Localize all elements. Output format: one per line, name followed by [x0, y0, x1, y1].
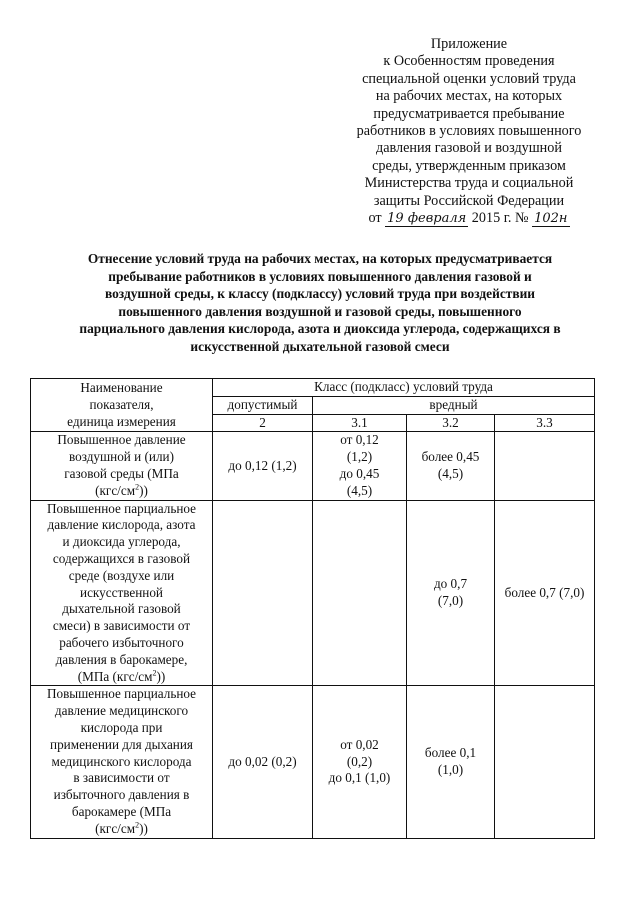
date-year: 2015 г.: [471, 210, 512, 227]
name-tail: )): [139, 820, 148, 836]
cell-class-3-2: [407, 500, 495, 686]
name-line: [34, 821, 209, 838]
superscript: 2: [152, 668, 157, 678]
name-line: барокамере (МПа: [71, 803, 172, 819]
cell-class-3-3: [495, 500, 595, 686]
cell-class-3-1: [313, 432, 407, 500]
cell-line: от 0,02: [340, 736, 379, 752]
header-indicator: [31, 379, 213, 432]
name-line: смеси) в зависимости от: [52, 618, 191, 634]
number-prefix: №: [515, 210, 529, 227]
name-text: (МПа (кгс/см: [77, 668, 153, 684]
title-line: повышенного давления воздушной и газовой среды, повышенного: [118, 303, 522, 319]
name-line: медицинского кислорода: [51, 753, 192, 769]
name-line: давления в барокамере,: [55, 651, 188, 667]
table-row: [31, 500, 595, 686]
cell-class-3-2: [407, 686, 495, 838]
table-row: [31, 686, 595, 838]
header-sub-3-3: 3.3: [495, 414, 595, 432]
name-line: содержащихся в газовой: [52, 550, 191, 566]
name-tail: )): [156, 668, 166, 684]
cell-line: до 0,12 (1,2): [228, 457, 297, 473]
name-line: газовой среды (МПа: [64, 465, 179, 481]
cell-line: до 0,1 (1,0): [328, 770, 391, 786]
name-line: искусственной: [80, 584, 163, 600]
header-indicator-line: показателя,: [89, 396, 154, 412]
name-line: Повышенное парциальное: [46, 686, 197, 702]
appendix-line: среды, утвержденным приказом: [372, 157, 566, 174]
name-line: рабочего избыточного: [59, 634, 184, 650]
cell-line: более 0,7 (7,0): [504, 584, 585, 600]
header-permissible: допустимый: [213, 396, 313, 414]
name-line: применении для дыхания: [50, 736, 193, 752]
table-row: [31, 432, 595, 500]
appendix-header: [334, 36, 604, 227]
header-sub-2: 2: [213, 414, 313, 432]
cell-class-3-1: [313, 500, 407, 686]
cell-line: до 0,45: [339, 465, 380, 481]
indicator-name: [31, 686, 213, 838]
cell-line: более 0,1: [424, 745, 477, 761]
name-line: и диоксида углерода,: [62, 534, 181, 550]
header-indicator-line: единица измерения: [67, 413, 176, 429]
name-line: в зависимости от: [73, 770, 170, 786]
header-harmful: вредный: [313, 396, 595, 414]
superscript: 2: [135, 482, 140, 492]
appendix-line: защиты Российской Федерации: [373, 192, 565, 209]
superscript: 2: [135, 820, 140, 830]
appendix-line: специальной оценки условий труда: [362, 70, 576, 87]
cell-line: (7,0): [437, 592, 464, 608]
appendix-line: Приложение: [430, 36, 508, 52]
name-tail: )): [139, 482, 148, 498]
name-line: [34, 483, 209, 500]
cell-line: (1,0): [437, 761, 464, 777]
title-line: искусственной дыхательной газовой смеси: [190, 338, 450, 354]
cell-line: (4,5): [346, 482, 373, 498]
appendix-line: Министерства труда и социальной: [364, 175, 574, 192]
header-indicator-line: Наименование: [80, 380, 163, 395]
order-date-line: [334, 210, 604, 227]
cell-class-3-1: [313, 686, 407, 838]
name-line: давление медицинского: [54, 703, 189, 719]
name-text: (кгс/см: [95, 482, 136, 498]
cell-line: от 0,12: [340, 432, 379, 448]
name-line: дыхательной газовой: [62, 601, 181, 617]
cell-line: до 0,7: [433, 576, 468, 592]
table-header-row: [31, 379, 595, 397]
cell-line: более 0,45: [421, 449, 480, 465]
cell-line: (1,2): [346, 449, 373, 465]
name-line: Повышенное парциальное: [46, 500, 197, 516]
appendix-line: давления газовой и воздушной: [376, 140, 562, 157]
name-line: давление кислорода, азота: [47, 517, 196, 533]
header-class-group: Класс (подкласс) условий труда: [213, 379, 595, 397]
cell-line: до 0,02 (0,2): [228, 753, 297, 769]
title-line: пребывание работников в условиях повышенного давления газовой и: [108, 268, 532, 284]
cell-line: (4,5): [437, 465, 464, 481]
name-line: воздушной и (или): [69, 449, 174, 465]
document-title: [40, 250, 600, 356]
cell-class-2: [213, 686, 313, 838]
appendix-line: к Особенностям проведения: [383, 53, 555, 70]
title-line: Отнесение условий труда на рабочих местах, на которых предусматривается: [87, 251, 553, 266]
indicator-name: [31, 500, 213, 686]
cell-class-3-2: [407, 432, 495, 500]
name-line: Повышенное давление: [57, 432, 186, 448]
name-line: кислорода при: [80, 719, 163, 735]
cell-class-3-3: [495, 432, 595, 500]
name-line: избыточного давления в: [53, 787, 190, 803]
date-prefix: от: [368, 210, 382, 227]
indicator-name: [31, 432, 213, 500]
name-line: [34, 669, 209, 686]
header-sub-3-1: 3.1: [313, 414, 407, 432]
cell-class-3-3: [495, 686, 595, 838]
appendix-line: работников в условиях повышенного: [356, 123, 582, 140]
title-line: воздушной среды, к классу (подклассу) условий труда при воздействии: [104, 286, 536, 302]
cell-class-2: [213, 432, 313, 500]
cell-class-2: [213, 500, 313, 686]
name-line: среде (воздухе или: [68, 567, 175, 583]
appendix-line: на рабочих местах, на которых: [375, 88, 563, 105]
title-line: парциального давления кислорода, азота и диоксида углерода, содержащихся в: [79, 321, 561, 337]
handwritten-date: 19 февраля: [387, 211, 467, 227]
appendix-line: предусматривается пребывание: [373, 105, 565, 122]
cell-line: (0,2): [346, 753, 373, 769]
classification-table: [30, 378, 595, 839]
header-sub-3-2: 3.2: [407, 414, 495, 432]
handwritten-number: 102н: [534, 211, 568, 227]
name-text: (кгс/см: [95, 820, 136, 836]
